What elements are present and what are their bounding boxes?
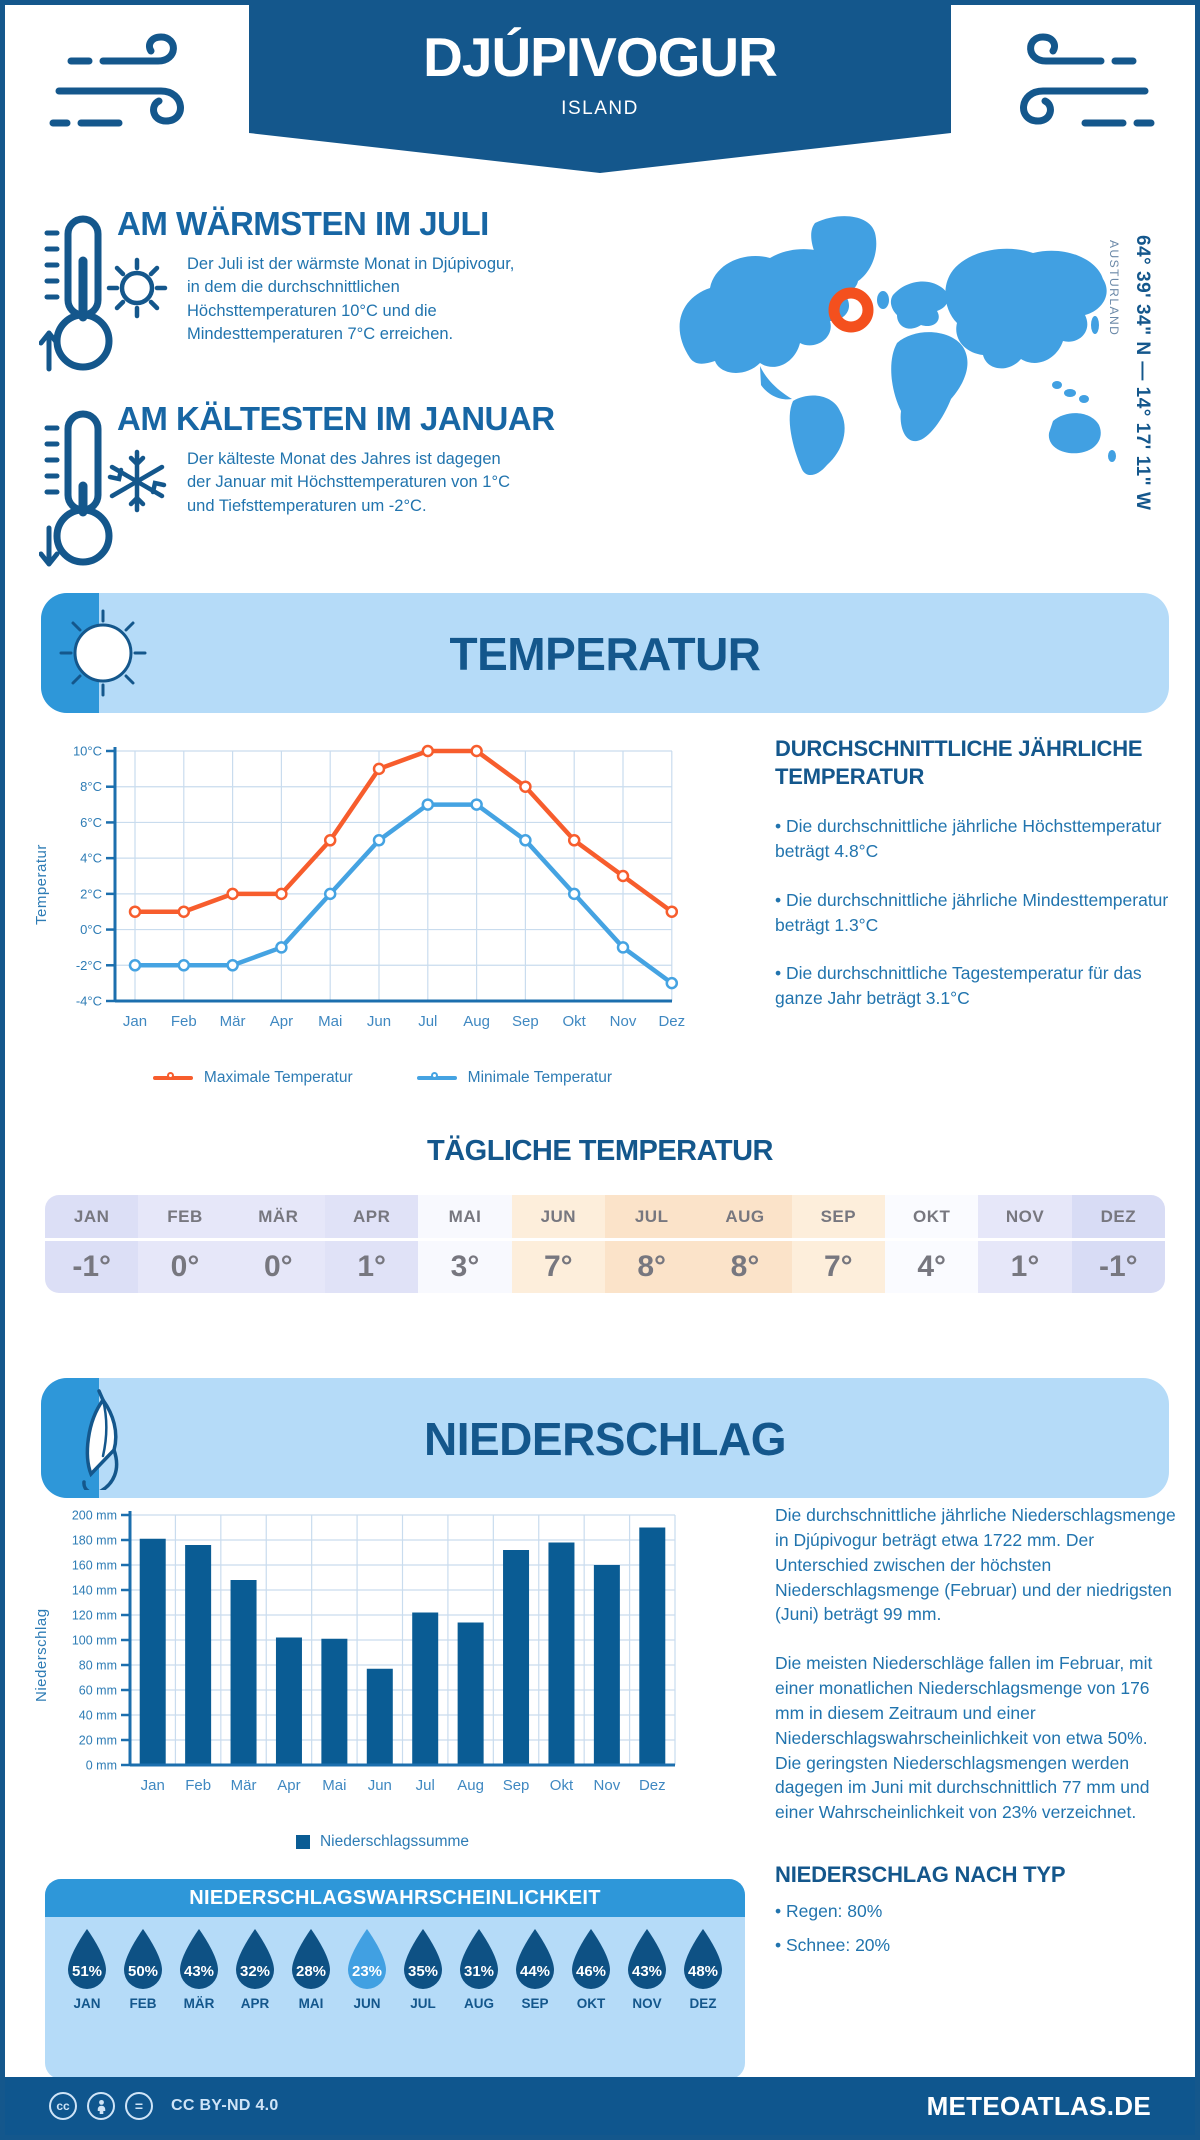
svg-text:0°C: 0°C xyxy=(80,922,102,938)
license-group xyxy=(49,2092,279,2120)
temperature-y-axis-label: Temperatur xyxy=(33,844,50,926)
coldest-month-block xyxy=(5,398,565,578)
daily-temp-value: 1° xyxy=(357,1250,386,1283)
daily-temp-column xyxy=(232,1195,325,1293)
daily-temp-month: APR xyxy=(325,1195,418,1241)
svg-text:10°C: 10°C xyxy=(72,743,102,759)
svg-text:2°C: 2°C xyxy=(80,886,102,902)
daily-temp-column xyxy=(138,1195,231,1293)
svg-text:200 mm: 200 mm xyxy=(71,1508,117,1523)
droplet-month: DEZ xyxy=(689,1996,717,2011)
svg-text:140 mm: 140 mm xyxy=(71,1583,117,1598)
svg-text:8°C: 8°C xyxy=(80,779,102,795)
droplet xyxy=(453,1927,505,2011)
svg-text:Jun: Jun xyxy=(367,1777,392,1794)
svg-text:20 mm: 20 mm xyxy=(78,1733,117,1748)
footer xyxy=(5,2077,1195,2135)
warmest-month-block xyxy=(5,203,565,383)
daily-temp-column xyxy=(512,1195,605,1293)
daily-temp-value: 0° xyxy=(263,1250,293,1283)
droplet-icon xyxy=(62,1927,112,1993)
svg-text:Mär: Mär xyxy=(219,1013,246,1030)
daily-temp-column xyxy=(605,1195,698,1293)
droplet-month: OKT xyxy=(576,1996,606,2011)
droplet-icon xyxy=(230,1927,280,1993)
svg-text:180 mm: 180 mm xyxy=(71,1533,117,1548)
daily-temp-value: 8° xyxy=(637,1250,666,1283)
svg-text:Dez: Dez xyxy=(638,1777,666,1794)
daily-temp-month: MÄR xyxy=(232,1195,325,1241)
droplet xyxy=(117,1927,169,2011)
droplet-month: JUN xyxy=(353,1996,381,2011)
warmest-text: Der Juli ist der wärmste Monat in Djúpivogur, in dem die durchschnittlichen Höchsttemperaturen 10°C und die Mindesttemperaturen 7°C erreichen. xyxy=(187,255,515,344)
svg-text:Dez: Dez xyxy=(658,1013,686,1030)
droplet-icon xyxy=(118,1927,168,1993)
droplet-month: SEP xyxy=(521,1996,549,2011)
header-banner xyxy=(249,5,951,133)
legend-item xyxy=(153,1069,353,1087)
droplet-icon xyxy=(174,1927,224,1993)
precipitation-type-heading: NIEDERSCHLAG NACH TYP xyxy=(775,1862,1066,1888)
legend-line-swatch xyxy=(417,1076,457,1081)
precipitation-probability-title: NIEDERSCHLAGSWAHRSCHEINLICHKEIT xyxy=(45,1879,745,1917)
daily-temp-value: -1° xyxy=(1098,1250,1138,1283)
svg-text:51%: 51% xyxy=(71,1963,103,1980)
svg-text:6°C: 6°C xyxy=(80,814,102,830)
droplet-month: MAI xyxy=(298,1996,324,2011)
svg-text:160 mm: 160 mm xyxy=(71,1558,117,1573)
svg-text:120 mm: 120 mm xyxy=(71,1608,117,1623)
daily-temp-month: SEP xyxy=(792,1195,885,1241)
snowflake-icon xyxy=(102,446,172,516)
annual-temperature-block xyxy=(775,735,1177,1011)
temperature-section-title: TEMPERATUR xyxy=(449,628,761,680)
droplet-icon xyxy=(566,1927,616,1993)
svg-text:Aug: Aug xyxy=(463,1013,490,1030)
svg-text:Nov: Nov xyxy=(593,1777,621,1794)
svg-text:43%: 43% xyxy=(183,1963,215,1980)
cc-icon: cc xyxy=(49,2092,77,2120)
svg-text:31%: 31% xyxy=(463,1963,495,1980)
droplet-icon xyxy=(510,1927,560,1993)
svg-text:Jan: Jan xyxy=(140,1777,165,1794)
daily-temp-month: FEB xyxy=(138,1195,231,1241)
daily-temp-month: JAN xyxy=(45,1195,138,1241)
droplet-month: APR xyxy=(240,1996,270,2011)
page-subtitle: ISLAND xyxy=(561,98,639,119)
daily-temp-value: 0° xyxy=(170,1250,200,1283)
legend-label: Niederschlagssumme xyxy=(319,1833,470,1850)
coldest-text: Der kälteste Monat des Jahres ist dagegen der Januar mit Höchsttemperaturen von 1°C und Tiefsttemperaturen um -2°C. xyxy=(187,450,510,515)
daily-temp-column xyxy=(698,1195,791,1293)
svg-text:Feb: Feb xyxy=(170,1013,197,1030)
droplet xyxy=(229,1927,281,2011)
daily-temp-value: 4° xyxy=(917,1250,946,1283)
warmest-title: AM WÄRMSTEN IM JULI xyxy=(117,205,489,242)
svg-text:Jul: Jul xyxy=(415,1777,435,1794)
svg-text:Okt: Okt xyxy=(549,1777,574,1794)
equals-icon: = xyxy=(125,2092,153,2120)
daily-temp-value: -1° xyxy=(72,1250,111,1283)
precipitation-chart xyxy=(60,1500,705,1810)
license-label: CC BY-ND 4.0 xyxy=(171,2097,279,2114)
site-name: METEOATLAS.DE xyxy=(926,2090,1151,2121)
droplet-icon xyxy=(622,1927,672,1993)
svg-text:Okt: Okt xyxy=(562,1013,586,1030)
daily-temp-month: DEZ xyxy=(1072,1195,1165,1241)
droplet-icon xyxy=(286,1927,336,1993)
temperature-section-banner xyxy=(41,593,1169,713)
sun-icon xyxy=(102,251,172,321)
temperature-chart xyxy=(60,733,705,1043)
droplet-icon xyxy=(454,1927,504,1993)
precipitation-text-block xyxy=(775,1503,1177,1958)
svg-text:Feb: Feb xyxy=(185,1777,212,1794)
svg-text:60 mm: 60 mm xyxy=(78,1683,117,1698)
droplet xyxy=(173,1927,225,2011)
daily-temp-month: MAI xyxy=(418,1195,511,1241)
svg-text:-4°C: -4°C xyxy=(75,993,102,1009)
daily-temp-column xyxy=(325,1195,418,1293)
precipitation-paragraph: Die durchschnittliche jährliche Niederschlagsmenge in Djúpivogur beträgt etwa 1722 mm. Der Unterschied zwischen der höchsten Niederschlagsmenge (Februar) und der niedrigsten (Juni) beträgt 99 mm. xyxy=(775,1505,1176,1625)
coordinates-label: 64° 39' 34" N — 14° 17' 11" W xyxy=(1132,235,1153,511)
legend-line-swatch xyxy=(153,1076,193,1081)
droplet xyxy=(61,1927,113,2011)
daily-temp-value: 3° xyxy=(450,1250,480,1283)
daily-temperature-table xyxy=(45,1195,1165,1293)
wind-icon xyxy=(968,25,1163,160)
droplet-month: AUG xyxy=(464,1996,494,2011)
page-title: DJÚPIVOGUR xyxy=(423,26,777,88)
svg-text:4°C: 4°C xyxy=(80,850,102,866)
daily-temp-value: 1° xyxy=(1010,1250,1040,1283)
svg-text:Mai: Mai xyxy=(318,1013,343,1030)
legend-label: Maximale Temperatur xyxy=(203,1069,353,1086)
svg-text:Aug: Aug xyxy=(457,1777,484,1794)
precipitation-section-title: NIEDERSCHLAG xyxy=(423,1413,787,1465)
precipitation-type-bullet: • Regen: 80% xyxy=(775,1900,883,1921)
svg-text:23%: 23% xyxy=(351,1963,383,1980)
precipitation-y-axis-label: Niederschlag xyxy=(33,1608,50,1702)
daily-temperature-title: TÄGLICHE TEMPERATUR xyxy=(426,1135,773,1167)
daily-temp-month: JUL xyxy=(605,1195,698,1241)
region-label: AUSTURLAND xyxy=(1107,240,1121,337)
svg-text:48%: 48% xyxy=(687,1963,719,1980)
daily-temp-column xyxy=(45,1195,138,1293)
world-map xyxy=(665,203,1140,493)
svg-text:Jun: Jun xyxy=(366,1013,392,1030)
legend-swatch xyxy=(296,1835,310,1849)
annual-temperature-bullet: • Die durchschnittliche Tagestemperatur für das ganze Jahr beträgt 3.1°C xyxy=(775,963,1142,1009)
svg-text:43%: 43% xyxy=(631,1963,663,1980)
droplet xyxy=(285,1927,337,2011)
daily-temp-column xyxy=(978,1195,1071,1293)
svg-text:40 mm: 40 mm xyxy=(78,1708,117,1723)
svg-text:80 mm: 80 mm xyxy=(78,1658,117,1673)
svg-text:Apr: Apr xyxy=(277,1777,301,1794)
droplet-icon xyxy=(398,1927,448,1993)
svg-text:Apr: Apr xyxy=(269,1013,294,1030)
precipitation-section-banner xyxy=(41,1378,1169,1498)
daily-temp-column xyxy=(885,1195,978,1293)
daily-temp-month: AUG xyxy=(698,1195,791,1241)
daily-temp-value: 7° xyxy=(823,1250,853,1283)
wind-icon xyxy=(41,25,236,160)
daily-temp-month: JUN xyxy=(512,1195,605,1241)
daily-temp-value: 8° xyxy=(730,1250,760,1283)
droplet-icon xyxy=(342,1927,392,1993)
precipitation-type-bullet: • Schnee: 20% xyxy=(775,1935,891,1956)
svg-text:Jul: Jul xyxy=(418,1013,438,1030)
temperature-legend xyxy=(60,1069,705,1087)
droplet-icon xyxy=(678,1927,728,1993)
svg-text:Nov: Nov xyxy=(609,1013,637,1030)
droplet-month: FEB xyxy=(129,1996,157,2011)
droplet xyxy=(397,1927,449,2011)
droplet-month: JUL xyxy=(410,1996,436,2011)
person-icon xyxy=(87,2092,115,2120)
svg-text:Mai: Mai xyxy=(322,1777,347,1794)
legend-label: Minimale Temperatur xyxy=(467,1069,613,1086)
svg-text:0 mm: 0 mm xyxy=(85,1758,117,1773)
droplet-row xyxy=(45,1917,745,2011)
svg-text:Mär: Mär xyxy=(230,1777,257,1794)
svg-text:50%: 50% xyxy=(127,1963,159,1980)
svg-text:Sep: Sep xyxy=(512,1013,539,1030)
svg-text:-2°C: -2°C xyxy=(75,957,102,973)
precipitation-legend xyxy=(60,1833,705,1851)
svg-text:28%: 28% xyxy=(295,1963,327,1980)
daily-temp-column xyxy=(1072,1195,1165,1293)
legend-item xyxy=(417,1069,612,1087)
daily-temp-column xyxy=(792,1195,885,1293)
location-marker xyxy=(834,293,868,327)
droplet-month: JAN xyxy=(73,1996,101,2011)
droplet-month: NOV xyxy=(632,1996,662,2011)
coldest-title: AM KÄLTESTEN IM JANUAR xyxy=(117,400,555,437)
svg-text:100 mm: 100 mm xyxy=(71,1633,117,1648)
precipitation-probability-panel xyxy=(45,1879,745,2079)
svg-text:35%: 35% xyxy=(407,1963,439,1980)
annual-temperature-heading: DURCHSCHNITTLICHE JÄHRLICHE TEMPERATUR xyxy=(775,736,1143,789)
svg-text:Sep: Sep xyxy=(502,1777,530,1794)
droplet xyxy=(621,1927,673,2011)
droplet-month: MÄR xyxy=(183,1996,215,2011)
svg-text:44%: 44% xyxy=(519,1963,551,1980)
droplet xyxy=(677,1927,729,2011)
daily-temp-column xyxy=(418,1195,511,1293)
svg-text:32%: 32% xyxy=(239,1963,271,1980)
annual-temperature-bullet: • Die durchschnittliche jährliche Mindesttemperatur beträgt 1.3°C xyxy=(775,889,1169,935)
annual-temperature-bullet: • Die durchschnittliche jährliche Höchsttemperatur beträgt 4.8°C xyxy=(775,816,1162,861)
droplet xyxy=(565,1927,617,2011)
precipitation-paragraph: Die meisten Niederschläge fallen im Februar, mit einer monatlichen Niederschlagsmenge von 176 mm in diesem Zeitraum und einer Niederschlagswahrscheinlichkeit von etwa 50%. Die geringsten Niederschlagsmengen werden dagegen im Juni mit durchschnittlich 77 mm und einer Wahrscheinlichkeit von 23% verzeichnet. xyxy=(775,1653,1153,1823)
droplet xyxy=(509,1927,561,2011)
daily-temp-month: NOV xyxy=(978,1195,1071,1241)
daily-temp-month: OKT xyxy=(885,1195,978,1241)
droplet xyxy=(341,1927,393,2011)
daily-temp-value: 7° xyxy=(543,1250,573,1283)
svg-text:46%: 46% xyxy=(575,1963,607,1980)
svg-text:Jan: Jan xyxy=(122,1013,148,1030)
